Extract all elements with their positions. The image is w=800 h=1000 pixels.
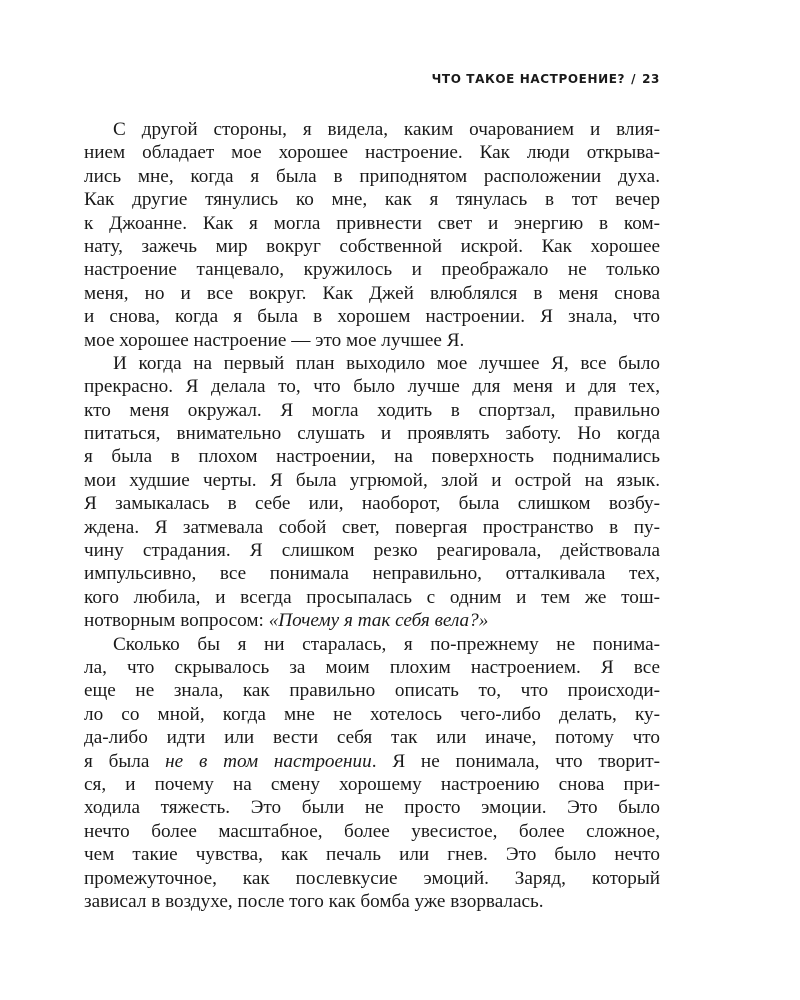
text-line: еще не знала, как правильно описать то, что происходи-	[84, 680, 660, 702]
text-line: к Джоанне. Как я могла привнести свет и энергию в ком-	[84, 212, 660, 234]
text-line: лись мне, когда я была в приподнятом расположении духа.	[84, 165, 660, 187]
text-line: импульсивно, все понимала неправильно, отталкивала тех,	[84, 563, 660, 585]
text-line: да-либо идти или вести себя так или иначе, потому что	[84, 727, 660, 749]
text-line: кто меня окружал. Я могла ходить в спортзал, правильно	[84, 399, 660, 421]
text-line: Сколько бы я ни старалась, я по-прежнему не понима-	[113, 633, 660, 655]
text-line: мое хорошее настроение — это мое лучшее Я.	[84, 329, 465, 351]
text-line: я была в плохом настроении, на поверхность поднимались	[84, 446, 660, 468]
text-segment: я была	[84, 750, 166, 772]
text-line: И когда на первый план выходило мое лучшее Я, все было	[113, 352, 660, 374]
text-segment: нотворным вопросом:	[84, 610, 269, 632]
italic-phrase: не в том настроении	[165, 750, 372, 772]
text-line: мои худшие черты. Я была угрюмой, злой и острой на язык.	[84, 469, 660, 491]
text-line: питаться, внимательно слушать и проявлять заботу. Но когда	[84, 423, 660, 445]
text-line: чем такие чувства, как печаль или гнев. Это было нечто	[84, 844, 660, 866]
text-line: чину страдания. Я слишком резко реагировала, действовала	[84, 540, 660, 562]
text-line: ла, что скрывалось за моим плохим настроением. Я все	[84, 656, 660, 678]
text-line: и снова, когда я была в хорошем настроении. Я знала, что	[84, 306, 660, 328]
section-title: ЧТО ТАКОЕ НАСТРОЕНИЕ?	[431, 72, 626, 86]
text-line: настроение танцевало, кружилось и преображало не только	[84, 259, 660, 281]
text-line: Я замыкалась в себе или, наоборот, была слишком возбу-	[84, 493, 660, 515]
text-line	[84, 750, 660, 773]
text-line: нату, зажечь мир вокруг собственной искрой. Как хорошее	[84, 235, 660, 257]
text-line: прекрасно. Я делала то, что было лучше для меня и для тех,	[84, 376, 660, 398]
header-separator: /	[631, 72, 637, 86]
body-text	[84, 118, 660, 913]
page-number: 23	[642, 72, 660, 86]
text-line: ся, и почему на смену хорошему настроению снова при-	[84, 773, 660, 795]
text-line: Как другие тянулись ко мне, как я тянулась в тот вечер	[84, 189, 660, 211]
text-line: нечто более масштабное, более увесистое, более сложное,	[84, 820, 660, 842]
paragraph-3	[84, 633, 660, 914]
text-line: ходила тяжесть. Это были не просто эмоции. Это было	[84, 797, 660, 819]
italic-quote: «Почему я так себя вела?»	[268, 610, 489, 632]
paragraph-2	[84, 352, 660, 633]
text-line: ло со мной, когда мне не хотелось чего-либо делать, ку-	[84, 703, 660, 725]
text-line: кого любила, и всегда просыпалась с одним и тем же тош-	[84, 586, 660, 608]
paragraph-1	[84, 118, 660, 352]
text-line: нием обладает мое хорошее настроение. Как люди открыва-	[84, 142, 660, 164]
running-head	[432, 72, 660, 86]
text-line: С другой стороны, я видела, каким очарованием и влия-	[113, 119, 660, 140]
text-segment: . Я не понимала, что творит-	[371, 750, 660, 772]
text-line: ждена. Я затмевала собой свет, повергая пространство в пу-	[84, 516, 660, 538]
text-line: зависал в воздухе, после того как бомба уже взорвалась.	[84, 890, 544, 912]
text-line: промежуточное, как послевкусие эмоций. Заряд, который	[84, 867, 660, 889]
text-line	[84, 609, 660, 632]
text-line: меня, но и все вокруг. Как Джей влюблялся в меня снова	[84, 282, 660, 304]
